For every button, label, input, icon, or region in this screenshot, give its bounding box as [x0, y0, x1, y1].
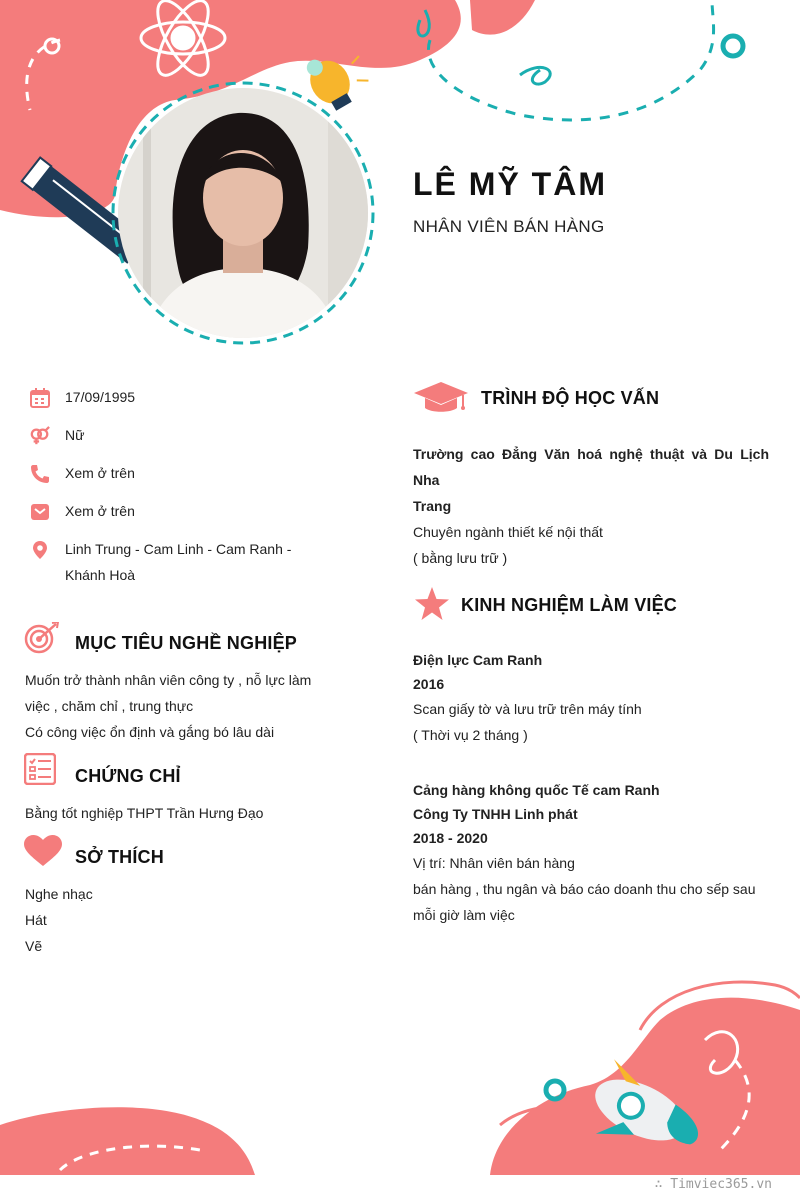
location-icon — [30, 540, 50, 560]
checklist-icon — [24, 753, 56, 785]
job-company: Cảng hàng không quốc Tế cam Ranh — [413, 782, 660, 798]
calendar-icon — [30, 388, 50, 408]
address-text: Linh Trung - Cam Linh - Cam Ranh - Khánh Hoà — [65, 541, 292, 583]
job-period: 2018 - 2020 — [413, 830, 488, 846]
graduation-cap-icon — [413, 380, 469, 414]
education-details: Trường cao Đẳng Văn hoá nghệ thuật và Du Lịch Nha Trang Chuyên ngành thiết kế nội thất ( bằng lưu trữ ) — [413, 441, 769, 571]
email-icon — [30, 502, 50, 522]
bottom-left-blob-shape — [0, 1107, 255, 1175]
education-major: Chuyên ngành thiết kế nội thất — [413, 524, 603, 540]
candidate-name: LÊ MỸ TÂM — [413, 166, 607, 202]
target-icon — [24, 622, 60, 654]
contact-email — [30, 502, 135, 524]
contact-phone — [30, 464, 135, 486]
certificates-title: CHỨNG CHỈ — [75, 766, 181, 786]
top-right-blob-shape — [470, 0, 535, 35]
phone-text: Xem ở trên — [65, 465, 135, 481]
education-title: TRÌNH ĐỘ HỌC VẤN — [481, 388, 660, 408]
contact-birthday — [30, 388, 135, 410]
job-title: NHÂN VIÊN BÁN HÀNG — [413, 217, 605, 236]
objective-title: MỤC TIÊU NGHỀ NGHIỆP — [75, 633, 298, 653]
gender-icon — [30, 426, 50, 446]
contact-address — [30, 540, 291, 588]
job-period: 2016 — [413, 676, 445, 692]
experience-title: KINH NGHIỆM LÀM VIỆC — [461, 595, 678, 615]
heart-icon — [24, 835, 62, 867]
email-text: Xem ở trên — [65, 503, 135, 519]
phone-icon — [30, 464, 50, 484]
experience-job-2: Cảng hàng không quốc Tế cam Ranh Công Ty TNHH Linh phát 2018 - 2020 Vị trí: Nhân viên bán hàng bán hàng , thu ngân và báo cáo doanh thu cho sếp sau mỗi giờ làm việc — [413, 778, 769, 928]
gender-text: Nữ — [65, 427, 85, 443]
watermark: ∴ Timviec365.vn — [654, 1177, 772, 1192]
experience-job-1: Điện lực Cam Ranh 2016 Scan giấy tờ và lưu trữ trên máy tính ( Thời vụ 2 tháng ) — [413, 648, 769, 748]
contact-gender — [30, 426, 84, 448]
birthday-text: 17/09/1995 — [65, 389, 136, 405]
hobbies-title: SỞ THÍCH — [75, 847, 164, 867]
profile-photo — [118, 88, 368, 338]
job-subcompany: Công Ty TNHH Linh phát — [413, 806, 578, 822]
job-company: Điện lực Cam Ranh — [413, 652, 543, 668]
school-name: Trường cao Đẳng Văn hoá nghệ thuật và Du Lịch Nha — [413, 446, 769, 488]
certificates-text: Bằng tốt nghiệp THPT Trần Hưng Đạo — [25, 805, 264, 821]
objective-text: Muốn trở thành nhân viên công ty , nỗ lực làm việc , chăm chỉ , trung thực Có công việc ổn định và gắng bó lâu dài — [25, 672, 312, 740]
star-icon — [414, 587, 450, 621]
education-note: ( bằng lưu trữ ) — [413, 550, 508, 566]
hobbies-text: Nghe nhạc Hát Vẽ — [25, 886, 93, 954]
